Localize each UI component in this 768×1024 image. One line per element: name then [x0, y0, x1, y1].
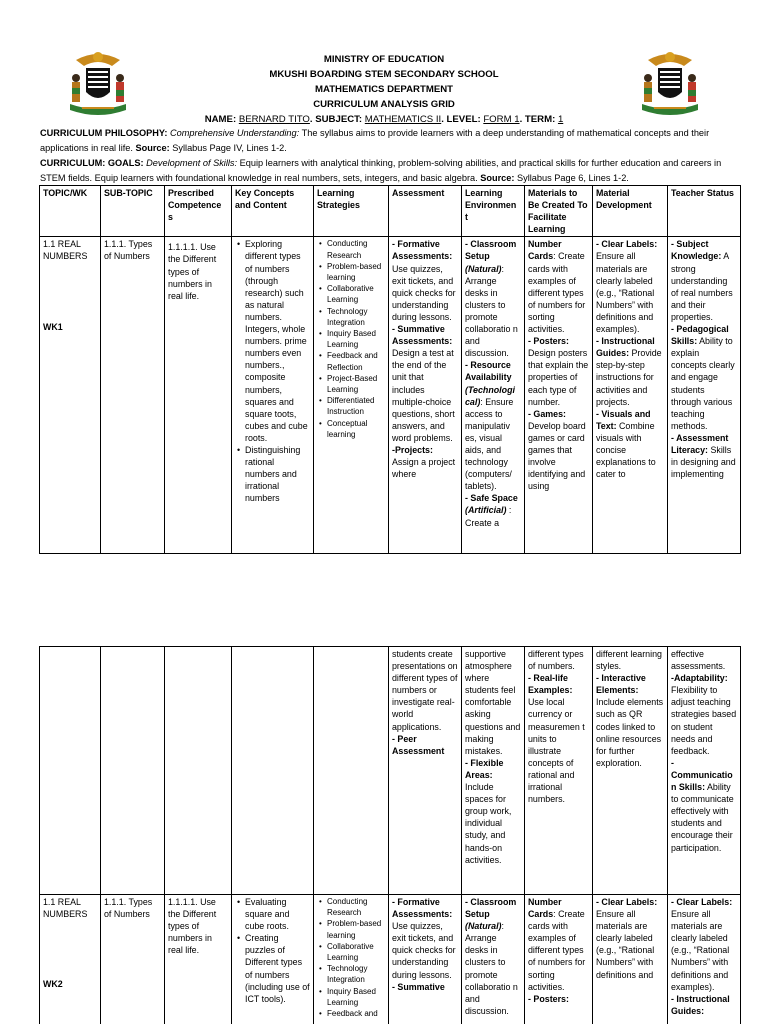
development-heading: - Clear Labels: [596, 897, 658, 907]
teacher-heading: - Subject Knowledge: [671, 239, 722, 262]
environment-text: supportive atmosphere where students feel comfortable asking questions and making mistakes. [465, 649, 521, 756]
key-concept-item: • Exploring different types of numbers (through research) such as natural numbers. Integers, whole numbers. prime numbers even numbers., composite numbers, squares and square toots, cubes and cube roots. [245, 238, 310, 444]
goals-source: Syllabus Page 6, Lines 1-2. [514, 173, 629, 183]
name-value: BERNARD TITO [238, 114, 310, 125]
info-line [0, 112, 768, 127]
curriculum-goals [40, 156, 740, 186]
materials-heading: - Posters: [528, 336, 569, 347]
environment-heading: - Resource Availability [465, 360, 512, 383]
goals-label: CURRICULUM: GOALS: [40, 158, 144, 168]
environment-text: Include spaces for group work, individual study, and hands-on activities. [465, 782, 512, 865]
strategy-item: • Inquiry Based Learning [327, 986, 385, 1008]
development-text: Combine visuals with concise explanations to cater to [596, 420, 656, 480]
materials-text: Design posters that explain the properties of each type of number. [528, 348, 589, 407]
strategy-item: • Collaborative Learning [327, 941, 385, 963]
materials-cell [525, 237, 593, 554]
materials-heading: Number Cards [528, 239, 562, 262]
strategy-item: • Problem-based learning [327, 261, 385, 283]
philosophy-source-label: Source: [135, 143, 170, 153]
column-header: TOPIC/WK [40, 186, 101, 237]
materials-heading: - Posters: [528, 993, 569, 1004]
topic-cell [40, 237, 101, 554]
assessment-text: Assign a project where [392, 457, 456, 480]
competence-cell [165, 647, 232, 895]
assessment-heading: -Projects: [392, 444, 433, 455]
department-name: MATHEMATICS DEPARTMENT [314, 84, 454, 95]
assessment-heading: - Peer Assessment [392, 733, 445, 756]
materials-text: : Create cards with examples of different types of numbers for sorting activities. [528, 251, 586, 335]
grid-title: CURRICULUM ANALYSIS GRID [313, 99, 455, 110]
column-header: Key Concepts and Content [232, 186, 314, 237]
column-header: Material Development [593, 186, 668, 237]
environment-cell [462, 647, 525, 895]
key-concepts-cell [232, 237, 314, 554]
page-gap [0, 560, 768, 640]
materials-heading: Number Cards [528, 897, 562, 920]
development-cell [593, 237, 668, 554]
strategy-item: • Project-Based Learning [327, 373, 385, 395]
ministry-title: MINISTRY OF EDUCATION [323, 54, 445, 65]
strategy-item: • Conducting Research [327, 238, 385, 260]
assessment-text: Use quizzes, exit tickets, and quick checks for understanding during lessons. [392, 263, 456, 322]
environment-type: (Artificial) [465, 505, 507, 516]
materials-text: different types of numbers. [528, 649, 584, 672]
philosophy-source: Syllabus Page IV, Lines 1-2. [169, 143, 287, 153]
development-heading: - Interactive Elements: [596, 673, 646, 696]
table-row-week-1-continued [40, 647, 741, 895]
teacher-status-cell [668, 895, 741, 1024]
teacher-text: Ensure all materials are clearly labeled (e.g., “Rational Numbers” with definitions and examples). [671, 909, 730, 992]
goals-source-label: Source: [480, 173, 515, 183]
level-label: . LEVEL: [441, 114, 484, 125]
strategy-item: • Conducting Research [327, 896, 385, 918]
teacher-text: Flexibility to adjust teaching strategies based on student needs and feedback. [671, 685, 737, 756]
assessment-cell [389, 647, 462, 895]
strategies-cell [314, 647, 389, 895]
key-concepts-cell [232, 647, 314, 895]
materials-heading: - Real-life Examples: [528, 673, 573, 696]
materials-heading: - Games: [528, 408, 566, 419]
environment-type: (Technologi cal) [465, 384, 515, 407]
environment-type: (Natural) [465, 921, 502, 932]
strategy-item: • Differentiated Instruction [327, 395, 385, 417]
column-header: Learning Strategies [314, 186, 389, 237]
week-label: WK2 [43, 979, 63, 990]
school-name: MKUSHI BOARDING STEM SECONDARY SCHOOL [269, 69, 499, 80]
document-header [0, 52, 768, 127]
key-concept-item: • Evaluating square and cube roots. [245, 896, 310, 932]
topic-cell [40, 895, 101, 1024]
competence-cell: 1.1.1.1. Use the Different types of numbers in real life. [165, 237, 232, 554]
philosophy-text: The syllabus aims to provide learners with a deep understanding of mathematical concepts and their applications in real life. [40, 128, 710, 153]
teacher-heading: - Clear Labels: [671, 897, 733, 907]
key-concept-item: • Distinguishing rational numbers and irrational numbers [245, 444, 310, 504]
strategy-item: • Inquiry Based Learning [327, 328, 385, 350]
table-header-row [40, 186, 741, 237]
environment-heading: - Classroom Setup [465, 897, 517, 920]
level-value: FORM 1 [483, 114, 520, 125]
development-text: Ensure all materials are clearly labeled (e.g., “Rational Numbers” with definitions and examples). [596, 251, 655, 335]
environment-text: : Ensure access to manipulativ es, visual aids, and technology (computers/ tablets). [465, 396, 514, 492]
teacher-text: Ability to explain concepts clearly and engage students through various teaching methods. [671, 336, 735, 431]
column-header: Teacher Status [668, 186, 741, 237]
table-row-week-2 [40, 895, 741, 1024]
key-concept-item: • Creating puzzles of Different types of numbers (including use of ICT tools). [245, 932, 310, 1005]
philosophy-heading: Comprehensive Understanding: [170, 128, 300, 138]
development-heading: - Clear Labels: [596, 239, 658, 250]
curriculum-grid-table [39, 185, 741, 554]
curriculum-grid-table-continued [39, 646, 741, 1024]
column-header: Learning Environmen t [462, 186, 525, 237]
curriculum-philosophy [40, 126, 740, 156]
assessment-cell [389, 895, 462, 1024]
materials-cell [525, 895, 593, 1024]
strategy-item: • Feedback and Reflection [327, 350, 385, 372]
strategy-item: • Collaborative Learning [327, 283, 385, 305]
environment-text: : Arrange desks in clusters to promote collaboratio n and discussion. [465, 921, 518, 1016]
assessment-text: Design a test at the end of the unit that includes multiple-choice questions, short answers, and word problems. [392, 348, 455, 443]
goals-text: Equip learners with analytical thinking, problem-solving abilities, and practical skills for further education and careers in STEM fields. Equip learners with foundational knowledge in real numbers, sets, integers, and basic algebra. [40, 158, 722, 183]
term-label: . TERM: [519, 114, 558, 125]
development-cell [593, 647, 668, 895]
environment-cell [462, 895, 525, 1024]
subject-value: MATHEMATICS II [364, 114, 442, 125]
column-header: Materials to Be Created To Facilitate Learning [525, 186, 593, 237]
materials-text: : Create cards with examples of different types of numbers for sorting activities. [528, 909, 586, 992]
assessment-heading: - Formative Assessments: [392, 239, 453, 262]
column-header: Assessment [389, 186, 462, 237]
development-text: Include elements such as QR codes linked to online resources for further exploration. [596, 697, 664, 768]
teacher-text: Skills in designing and implementing [671, 444, 736, 480]
environment-type: (Natural) [465, 263, 502, 274]
environment-heading: - Flexible Areas: [465, 757, 504, 780]
materials-text: Develop board games or card games that involve identifying and using [528, 420, 586, 492]
key-concepts-cell [232, 895, 314, 1024]
environment-heading: - Safe Space [465, 493, 518, 504]
term-value: 1 [557, 114, 564, 125]
teacher-status-cell [668, 647, 741, 895]
assessment-heading: - Summative [392, 981, 445, 992]
subtopic-cell: 1.1.1. Types of Numbers [101, 237, 165, 554]
topic-text: 1.1 REAL NUMBERS [43, 239, 88, 262]
strategy-item: • Feedback and [327, 1008, 385, 1019]
environment-heading: - Classroom Setup [465, 239, 517, 262]
teacher-heading: - Assessment Literacy: [671, 432, 729, 455]
topic-cell [40, 647, 101, 895]
assessment-text: Use quizzes, exit tickets, and quick checks for understanding during lessons. [392, 921, 456, 980]
column-header: SUB-TOPIC [101, 186, 165, 237]
teacher-status-cell [668, 237, 741, 554]
assessment-heading: - Formative Assessments: [392, 897, 453, 920]
document-page-2 [0, 640, 768, 1024]
development-text: Provide step-by-step instructions for activities and projects. [596, 348, 662, 407]
materials-text: Use local currency or measuremen t units to illustrate concepts of rational and irrational numbers. [528, 697, 585, 805]
development-text: Ensure all materials are clearly labeled (e.g., “Rational Numbers” with definitions and [596, 909, 655, 980]
strategy-item: • Problem-based learning [327, 918, 385, 940]
philosophy-label: CURRICULUM PHILOSOPHY: [40, 128, 168, 138]
topic-text: 1.1 REAL NUMBERS [43, 897, 88, 920]
environment-text: : Create a [465, 505, 512, 528]
name-label: NAME: [204, 114, 239, 125]
teacher-heading: - Pedagogical Skills: [671, 324, 729, 347]
subject-label: . SUBJECT: [309, 114, 365, 125]
teacher-text: A strong understanding of real numbers and their properties. [671, 251, 733, 322]
assessment-heading: - Summative Assessments: [392, 324, 453, 347]
teacher-heading: -Adaptability: [671, 673, 728, 684]
development-cell [593, 895, 668, 1024]
goals-heading: Development of Skills: [146, 158, 238, 168]
strategies-cell [314, 895, 389, 1024]
environment-cell [462, 237, 525, 554]
teacher-heading: - Communicatio n Skills: [671, 757, 733, 793]
week-label: WK1 [43, 321, 63, 332]
column-header: Prescribed Competence s [165, 186, 232, 237]
strategies-cell [314, 237, 389, 554]
teacher-text: Ability to communicate effectively with students and encourage their participation. [671, 782, 734, 853]
competence-cell: 1.1.1.1. Use the Different types of numbers in real life. [165, 895, 232, 1024]
subtopic-cell [101, 647, 165, 895]
strategy-item: • Technology Integration [327, 963, 385, 985]
materials-cell [525, 647, 593, 895]
strategy-item: • Conceptual learning [327, 418, 385, 440]
teacher-text: effective assessments. [671, 649, 726, 672]
environment-text: : Arrange desks in clusters to promote collaboratio n and discussion. [465, 263, 518, 359]
strategy-item: • Technology Integration [327, 306, 385, 328]
assessment-cell [389, 237, 462, 554]
development-heading: - Instructional Guides: [596, 336, 655, 359]
development-heading: - Visuals and Text: [596, 408, 651, 431]
assessment-text: students create presentations on different types of numbers or investigate real-world applications. [392, 649, 458, 732]
subtopic-cell: 1.1.1. Types of Numbers [101, 895, 165, 1024]
teacher-heading: - Instructional Guides: [671, 993, 730, 1016]
development-text: different learning styles. [596, 649, 662, 672]
table-row-week-1 [40, 237, 741, 554]
